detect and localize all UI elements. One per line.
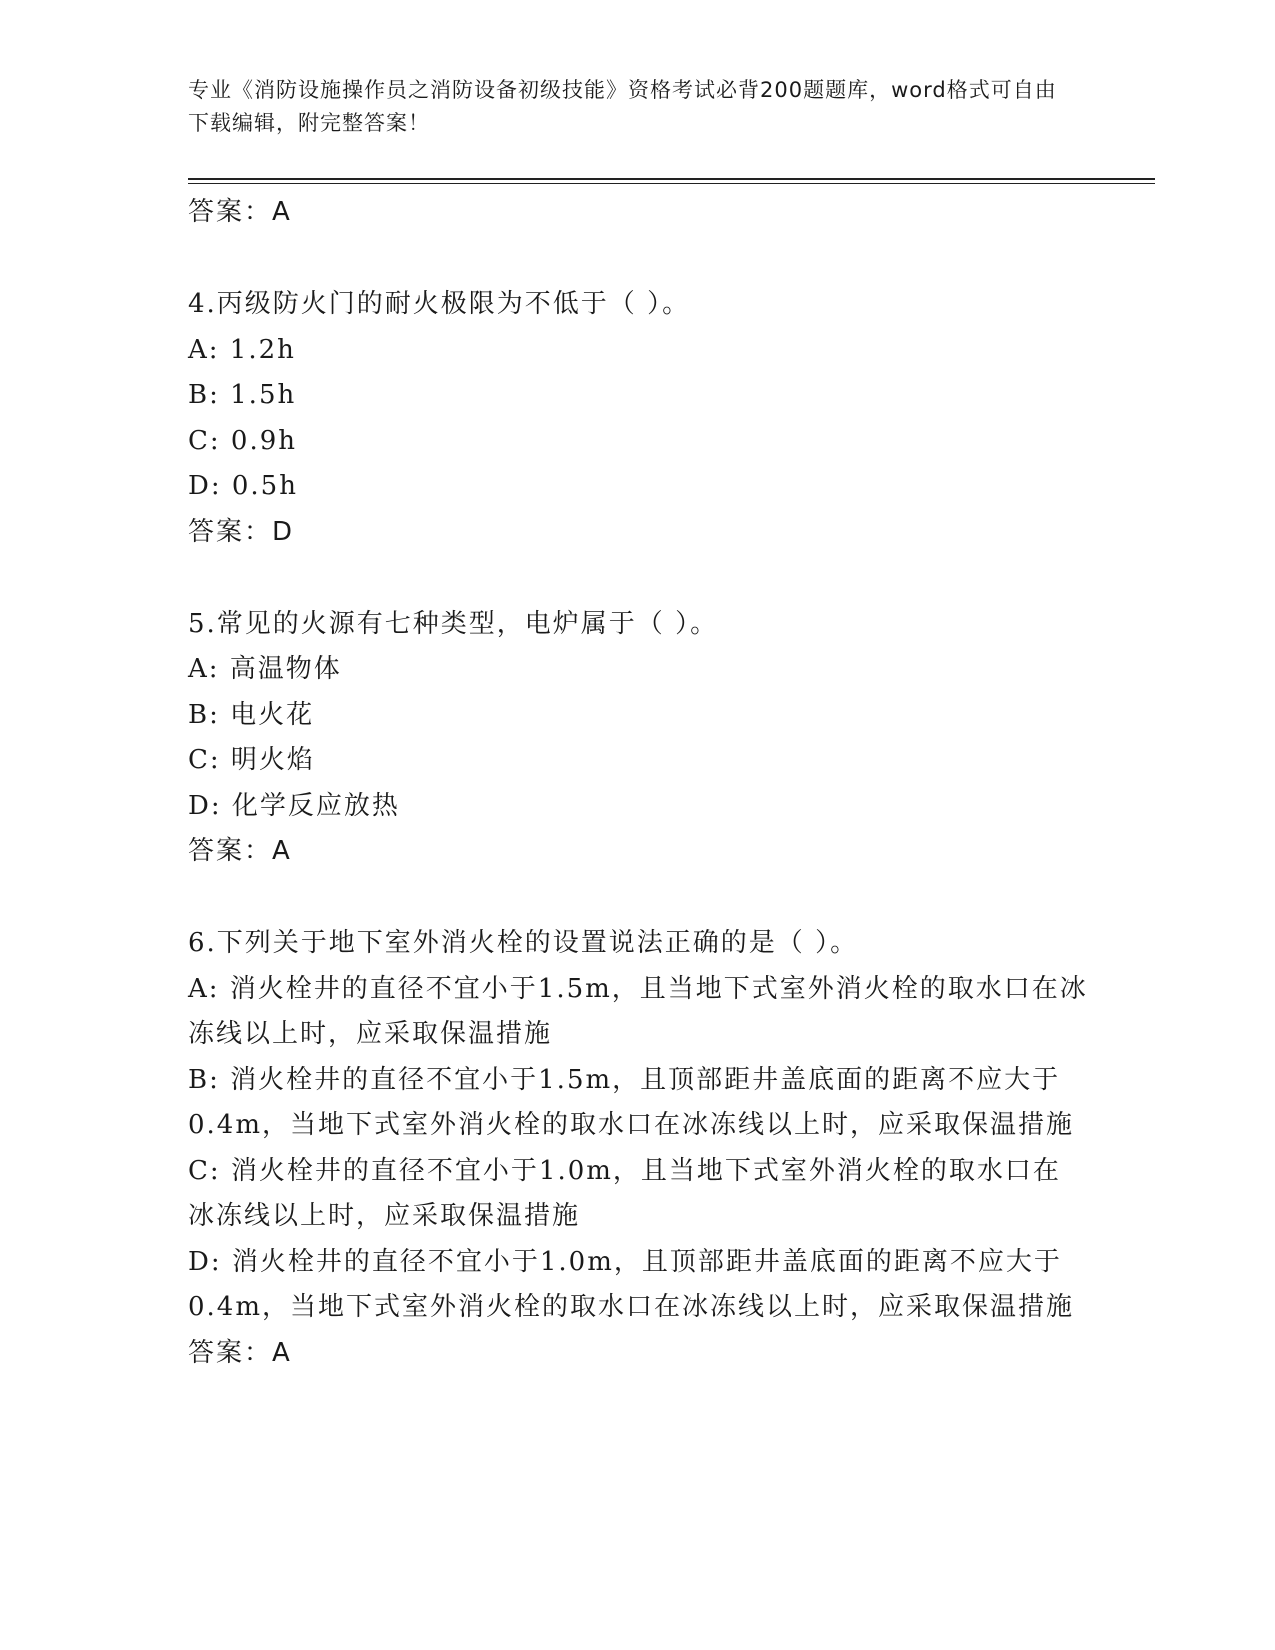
answer-line: 答案：D	[188, 516, 295, 547]
answer-line: 答案：A	[188, 1337, 292, 1368]
spacer	[188, 873, 1088, 921]
spacer	[188, 554, 1088, 602]
question-block	[188, 282, 1088, 554]
option-c: C: 明火焰	[188, 745, 315, 775]
option-a: A: 高温物体	[188, 654, 342, 684]
question-stem: 5.常见的火源有七种类型，电炉属于（ ）。	[188, 608, 719, 639]
option-d: D: 消火栓井的直径不宜小于1.0m，且顶部距井盖底面的距离不应大于0.4m，当地下式室外消火栓的取水口在冰冻线以上时，应采取保温措施	[188, 1246, 1075, 1322]
header-divider-thin	[188, 183, 1155, 184]
question-stem: 4.丙级防火门的耐火极限为不低于（ ）。	[188, 289, 691, 319]
option-b: B: 电火花	[188, 699, 315, 730]
option-c: C: 消火栓井的直径不宜小于1.0m，且当地下式室外消火栓的取水口在冰冻线以上时，应采取保温措施	[188, 1155, 1061, 1231]
question-block	[188, 921, 1088, 1375]
option-b: B: 1.5h	[188, 380, 297, 410]
question-stem: 6.下列关于地下室外消火栓的设置说法正确的是（ ）。	[188, 928, 859, 958]
option-b: B: 消火栓井的直径不宜小于1.5m，且顶部距井盖底面的距离不应大于0.4m，当地下式室外消火栓的取水口在冰冻线以上时，应采取保温措施	[188, 1064, 1075, 1140]
option-c: C: 0.9h	[188, 425, 298, 456]
header-divider-thick	[188, 178, 1155, 180]
header-intro-text: 专业《消防设施操作员之消防设备初级技能》资格考试必背200题题库，word格式可自由下载编辑，附完整答案！	[188, 78, 1057, 135]
question-block	[188, 602, 1088, 874]
document-header	[188, 74, 1068, 140]
spacer	[188, 234, 1088, 282]
option-d: D: 化学反应放热	[188, 790, 400, 821]
answer-line: 答案：A	[188, 836, 292, 866]
question-list	[188, 190, 1088, 1375]
option-a: A: 消火栓井的直径不宜小于1.5m，且当地下式室外消火栓的取水口在冰冻线以上时，应采取保温措施	[188, 973, 1088, 1049]
option-d: D: 0.5h	[188, 471, 298, 501]
answer-line: 答案：A	[188, 197, 292, 227]
option-a: A: 1.2h	[188, 334, 296, 365]
